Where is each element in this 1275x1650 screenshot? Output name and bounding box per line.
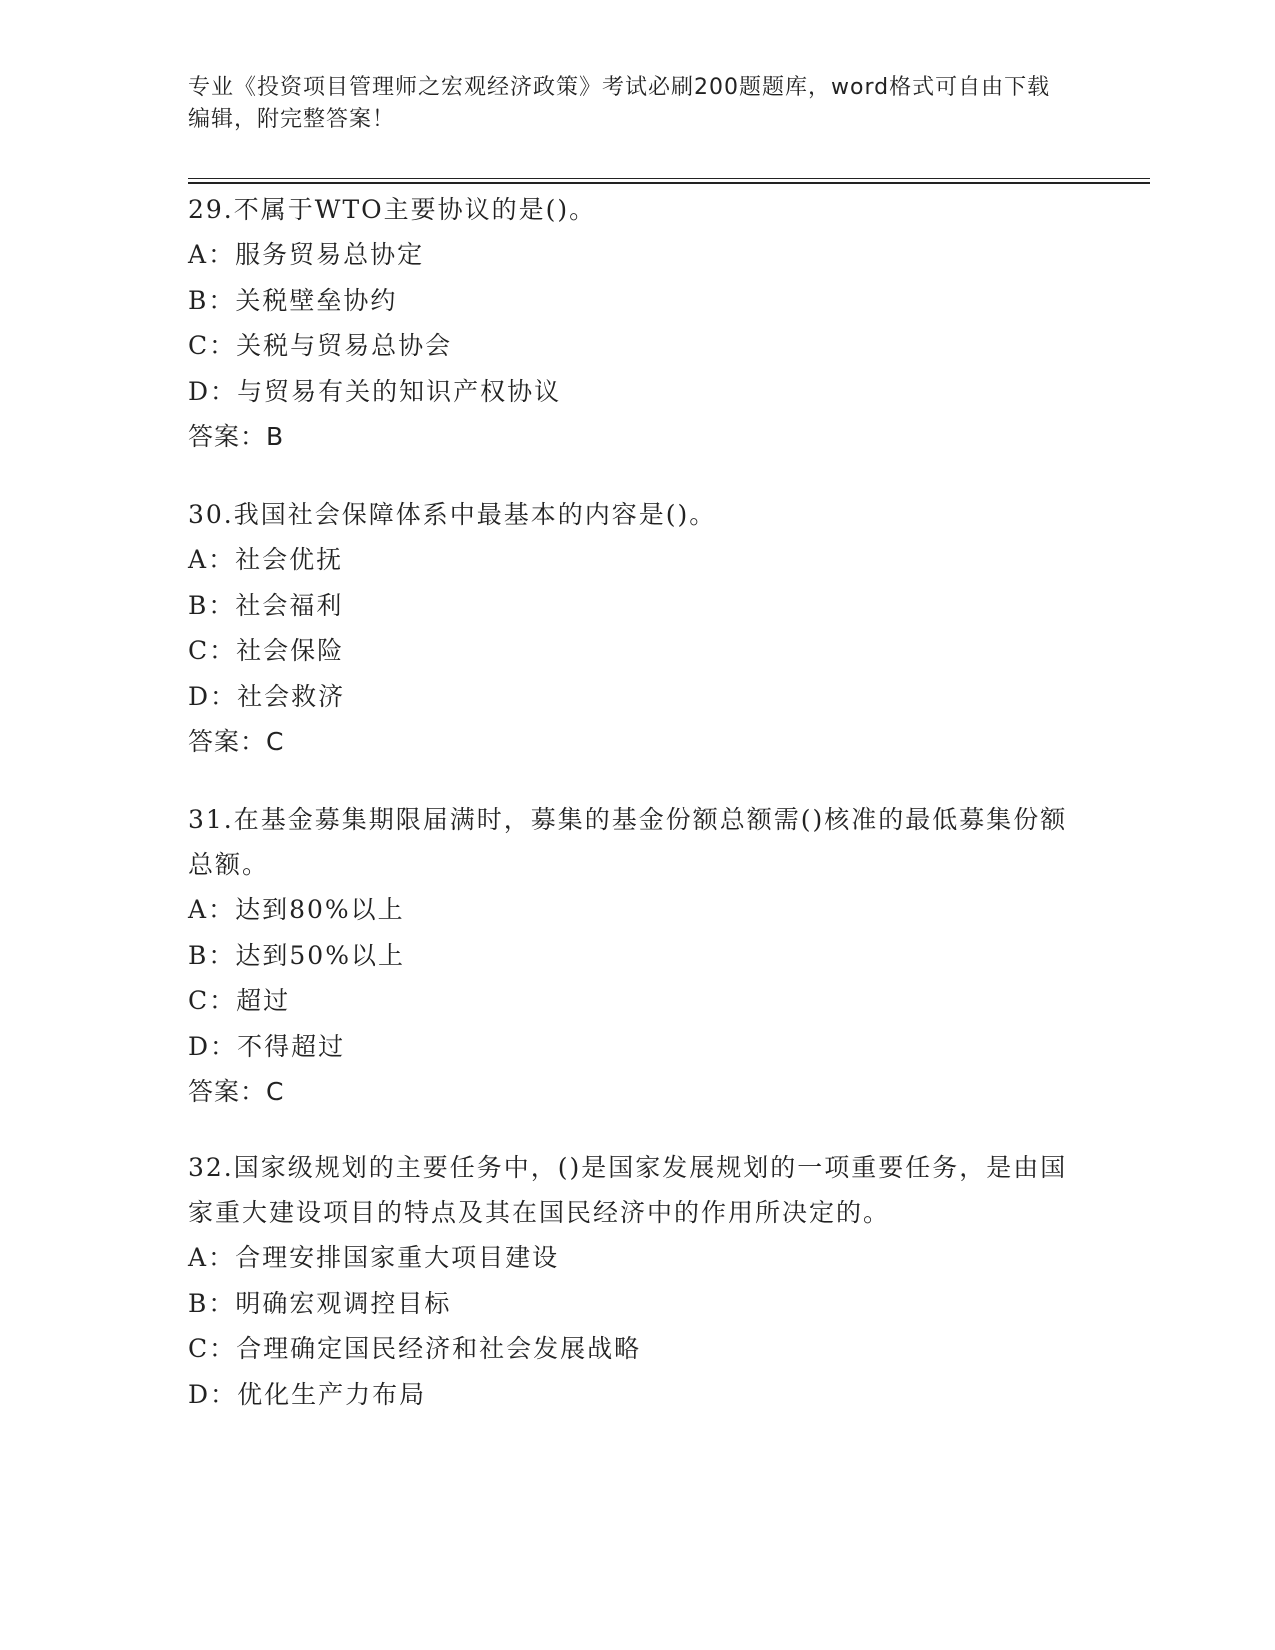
option-key: C xyxy=(188,636,210,665)
option-separator: ： xyxy=(209,636,237,665)
option-a xyxy=(188,232,1088,278)
header-divider-thick xyxy=(188,182,1150,184)
option-d xyxy=(188,369,1088,415)
option-key: D xyxy=(188,681,211,711)
option-c xyxy=(188,323,1088,369)
answer-value: C xyxy=(266,1077,285,1106)
option-separator: ： xyxy=(208,285,236,315)
option-key: C xyxy=(188,986,210,1015)
option-b xyxy=(188,583,1088,629)
option-key: A xyxy=(188,895,209,924)
question-stem: 32.国家级规划的主要任务中，()是国家发展规划的一项重要任务，是由国家重大建设项目的特点及其在国民经济中的作用所决定的。 xyxy=(188,1153,1068,1227)
option-text: 达到80%以上 xyxy=(235,895,405,924)
option-key: D xyxy=(188,376,211,406)
option-key: C xyxy=(188,1334,210,1363)
option-key: A xyxy=(188,1243,209,1272)
question-stem: 31.在基金募集期限届满时，募集的基金份额总额需()核准的最低募集份额总额。 xyxy=(188,805,1068,879)
answer-value: B xyxy=(266,422,285,451)
answer-line xyxy=(188,719,1088,764)
option-b xyxy=(188,933,1088,979)
option-separator: ： xyxy=(208,1243,236,1272)
option-separator: ： xyxy=(210,1031,238,1061)
question-30 xyxy=(188,492,1088,764)
option-text: 社会优抚 xyxy=(235,545,344,574)
option-d xyxy=(188,674,1088,720)
option-separator: ： xyxy=(210,681,238,711)
option-key: D xyxy=(188,1031,211,1061)
answer-line xyxy=(188,1069,1088,1114)
option-text: 优化生产力布局 xyxy=(237,1379,427,1409)
option-text: 社会福利 xyxy=(235,590,344,620)
answer-label: 答案： xyxy=(188,422,267,451)
option-text: 社会救济 xyxy=(237,681,346,711)
option-separator: ： xyxy=(209,331,237,360)
question-stem: 30.我国社会保障体系中最基本的内容是()。 xyxy=(188,500,717,529)
option-separator: ： xyxy=(208,240,236,269)
option-text: 达到50%以上 xyxy=(235,940,405,970)
answer-line xyxy=(188,414,1088,459)
option-separator: ： xyxy=(208,590,236,620)
option-c xyxy=(188,978,1088,1024)
option-key: A xyxy=(188,240,209,269)
question-stem: 29.不属于WTO主要协议的是()。 xyxy=(188,195,597,224)
option-d xyxy=(188,1024,1088,1070)
option-b xyxy=(188,278,1088,324)
option-text: 社会保险 xyxy=(236,636,345,665)
answer-label: 答案： xyxy=(188,727,267,756)
option-text: 超过 xyxy=(236,986,291,1015)
question-29 xyxy=(188,187,1088,459)
option-a xyxy=(188,887,1088,933)
question-31 xyxy=(188,797,1088,1114)
document-header: 专业《投资项目管理师之宏观经济政策》考试必刷200题题库，word格式可自由下载编辑，附完整答案！ xyxy=(188,75,1051,132)
option-separator: ： xyxy=(209,986,237,1015)
option-text: 合理确定国民经济和社会发展战略 xyxy=(236,1334,642,1363)
option-separator: ： xyxy=(208,940,236,970)
option-key: A xyxy=(188,545,209,574)
option-separator: ： xyxy=(208,545,236,574)
option-separator: ： xyxy=(208,1288,236,1318)
option-key: C xyxy=(188,331,210,360)
answer-value: C xyxy=(266,727,285,756)
option-c xyxy=(188,1326,1088,1372)
option-separator: ： xyxy=(210,1379,238,1409)
answer-label: 答案： xyxy=(188,1077,267,1106)
option-text: 不得超过 xyxy=(237,1031,346,1061)
option-separator: ： xyxy=(208,895,236,924)
option-text: 明确宏观调控目标 xyxy=(235,1288,452,1318)
question-32 xyxy=(188,1145,1088,1417)
option-a xyxy=(188,1235,1088,1281)
header-divider-thin xyxy=(188,178,1150,179)
option-key: D xyxy=(188,1379,211,1409)
option-key: B xyxy=(188,940,209,970)
option-text: 关税壁垒协约 xyxy=(235,285,398,315)
option-separator: ： xyxy=(209,1334,237,1363)
option-separator: ： xyxy=(210,376,238,406)
option-text: 服务贸易总协定 xyxy=(235,240,425,269)
option-d xyxy=(188,1372,1088,1418)
option-a xyxy=(188,537,1088,583)
option-key: B xyxy=(188,1288,209,1318)
option-key: B xyxy=(188,285,209,315)
option-c xyxy=(188,628,1088,674)
option-b xyxy=(188,1281,1088,1327)
option-text: 与贸易有关的知识产权协议 xyxy=(237,376,562,406)
option-text: 关税与贸易总协会 xyxy=(236,331,453,360)
option-text: 合理安排国家重大项目建设 xyxy=(235,1243,560,1272)
option-key: B xyxy=(188,590,209,620)
